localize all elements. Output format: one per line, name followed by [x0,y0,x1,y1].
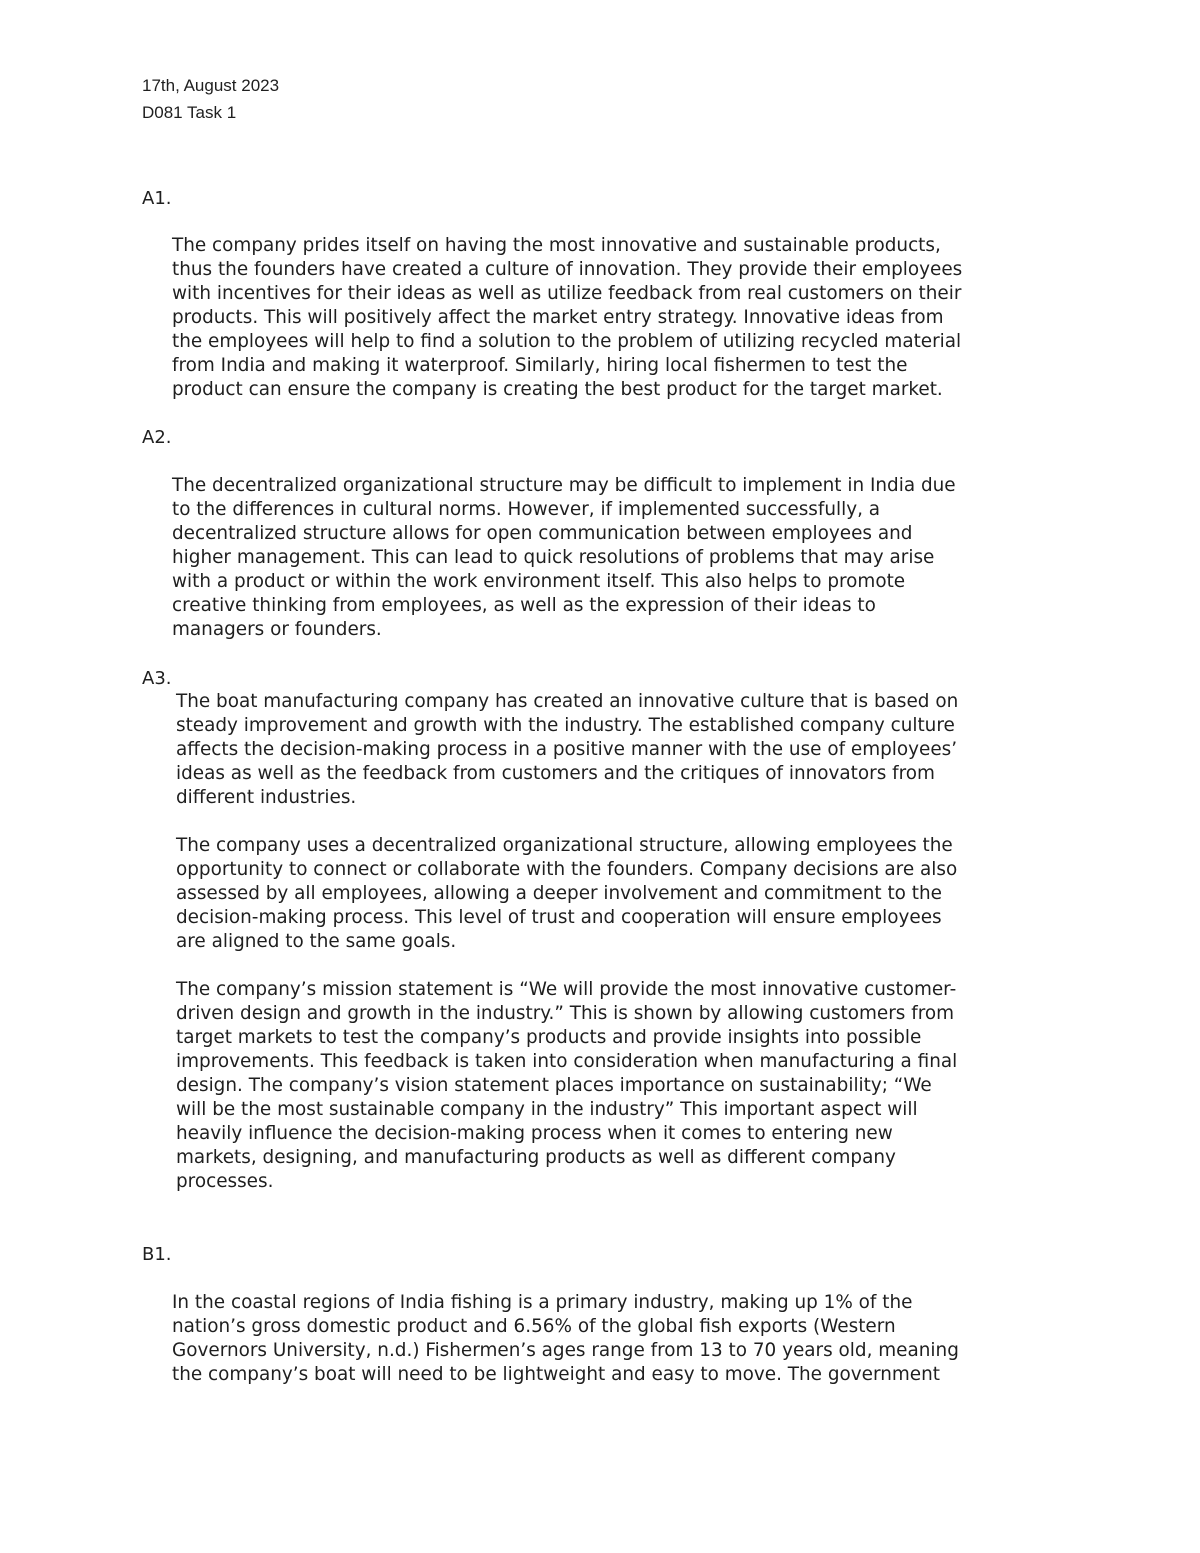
document-task-title: D081 Task 1 [142,103,237,122]
document-date: 17th, August 2023 [142,76,280,95]
section-heading-b1: B1. [142,1244,172,1265]
section-a2-paragraph: The decentralized organizational structure may be difficult to implement in India due to the differences in cultural norms. However, if implemented successfully, a decentralized structure allows for open communication between employees and higher management. This can lead to quick resolutions of problems that may arise with a product or within the work environment itself. This also helps to promote creative thinking from employees, as well as the expression of their ideas to managers or founders. [172,475,956,640]
section-a3-paragraph-mission: The company’s mission statement is “We will provide the most innovative customer- driven design and growth in the industry.” This is shown by allowing customers from target markets to test the company’s products and provide insights into possible improvements. This feedback is taken into consideration when manufacturing a final design. The company’s vision statement places importance on sustainability; “We will be the most sustainable company in the industry” This important aspect will heavily influence the decision-making process when it comes to entering new markets, designing, and manufacturing products as well as different company processes. [176,979,958,1192]
section-heading-a3: A3. [142,668,172,689]
section-heading-a1: A1. [142,188,172,209]
section-b1-paragraph: In the coastal regions of India fishing is a primary industry, making up 1% of the nation’s gross domestic product and 6.56% of the global fish exports (Western Governors University, n.d.) Fishermen’s ages range from 13 to 70 years old, meaning the company’s boat will need to be lightweight and easy to move. The government [172,1292,959,1385]
section-a3-paragraph-structure: The company uses a decentralized organizational structure, allowing employees the opportunity to connect or collaborate with the founders. Company decisions are also assessed by all employees, allowing a deeper involvement and commitment to the decision-making process. This level of trust and cooperation will ensure employees are aligned to the same goals. [176,835,958,952]
section-a3-paragraph-culture: The boat manufacturing company has created an innovative culture that is based on steady improvement and growth with the industry. The established company culture affects the decision-making process in a positive manner with the use of employees’ ideas as well as the feedback from customers and the critiques of innovators from different industries. [176,691,959,808]
section-a1-paragraph: The company prides itself on having the most innovative and sustainable products, thus the founders have created a culture of innovation. They provide their employees with incentives for their ideas as well as utilize feedback from real customers on their products. This will positively affect the market entry strategy. Innovative ideas from the employees will help to find a solution to the problem of utilizing recycled material from India and making it waterproof. Similarly, hiring local fishermen to test the product can ensure the company is creating the best product for the target market. [172,235,963,400]
section-heading-a2: A2. [142,427,172,448]
